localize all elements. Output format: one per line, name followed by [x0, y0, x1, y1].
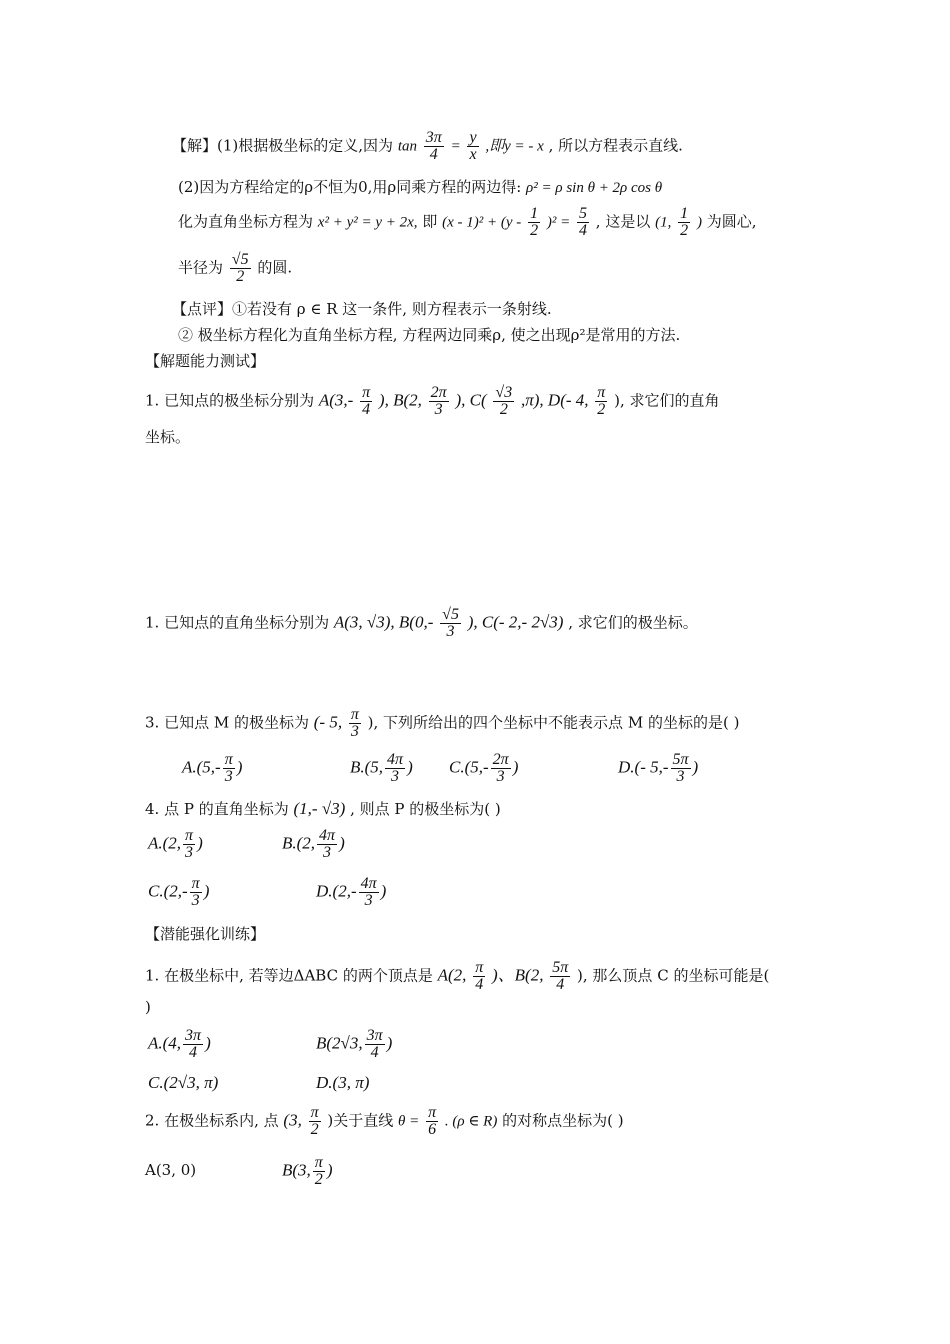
q3-option-c[interactable]: C.(5,- $\frac{2\pi}{3}$ ): [449, 751, 519, 785]
math-expr: )、B(2,: [492, 965, 544, 985]
fraction: $\frac{1}{2}$: [680, 205, 689, 239]
fraction: $\frac{√3}{2}$: [495, 384, 513, 418]
question-3: [145, 707, 739, 740]
math-expr: (- 5,: [313, 712, 343, 732]
q4-option-c[interactable]: C.(2,- $\frac{\pi}{3}$ ): [148, 875, 210, 909]
s2-q2-option-a[interactable]: A(3, 0): [145, 1161, 197, 1179]
solution-text: 半径为: [178, 258, 224, 277]
q3-option-a[interactable]: A.(5,- $\frac{\pi}{3}$ ): [182, 751, 243, 785]
question-text: 1. 在极坐标中, 若等边ΔABC 的两个顶点是: [145, 966, 433, 985]
q3-option-d[interactable]: D.(- 5,- $\frac{5\pi}{3}$ ): [618, 751, 699, 785]
s2-q1-option-c[interactable]: C.(2√3, π): [148, 1073, 219, 1092]
math-expr: A(3, √3), B(0,-: [333, 612, 434, 632]
question-text: 2. 在极坐标系内, 点: [145, 1111, 279, 1130]
fraction: $\frac{5}{4}$: [579, 205, 588, 239]
s2-q1-option-a[interactable]: A.(4, $\frac{3\pi}{4}$ ): [148, 1027, 211, 1061]
question-text: ), 求它们的直角: [614, 391, 720, 410]
solution-text: , 所以方程表示直线.: [548, 136, 683, 155]
math-expr: θ =: [398, 1113, 420, 1130]
section-title-training: 【潜能强化训练】: [145, 925, 266, 943]
math-expr: (1,- √3): [293, 799, 346, 818]
math-expr: (1,: [655, 214, 672, 231]
math-expr: A(3,-: [318, 390, 354, 410]
question-text: 1. 已知点的极坐标分别为: [145, 391, 315, 410]
question-text: 1. 已知点的直角坐标分别为: [145, 613, 330, 632]
math-expr: ,即y = - x: [485, 138, 544, 155]
math-expr: (x - 1)² + (y -: [442, 214, 522, 231]
comment-line-1: 【点评】①若没有 ρ ∈ R 这一条件, 则方程表示一条射线.: [172, 300, 552, 318]
math-eq: =: [450, 138, 461, 155]
question-text: 的对称点坐标为( ): [502, 1111, 624, 1130]
question-4: [145, 800, 501, 817]
question-text: ), 下列所给出的四个坐标中不能表示点 M 的坐标的是( ): [367, 713, 740, 732]
solution-text: (2)因为方程给定的ρ不恒为0,用ρ同乘方程的两边得:: [178, 178, 522, 196]
fraction: $\frac{3\pi}{4}$: [425, 129, 442, 163]
solution-text: 的圆.: [257, 258, 293, 277]
question-1: [145, 385, 719, 418]
math-expr: ρ² = ρ sin θ + 2ρ cos θ: [526, 180, 663, 196]
solution-text: 为圆心,: [706, 212, 757, 231]
math-expr: ,π), D(- 4,: [520, 390, 589, 410]
fraction: $\frac{\pi}{6}$: [428, 1104, 437, 1138]
solution-text: , 这是以: [595, 212, 651, 231]
question-text: )关于直线: [327, 1111, 394, 1130]
fraction: $\frac{\pi}{2}$: [310, 1104, 319, 1138]
solution-text: 【解】(1)根据极坐标的定义,因为: [172, 136, 394, 155]
math-expr: ), B(2,: [378, 390, 422, 410]
question-text: 3. 已知点 M 的极坐标为: [145, 713, 309, 732]
solution-text: 化为直角坐标方程为: [178, 212, 314, 231]
s2-q1-option-d[interactable]: D.(3, π): [316, 1073, 370, 1092]
fraction: $\frac{√5}{2}$: [231, 251, 249, 285]
question-text: , 求它们的极坐标。: [568, 613, 698, 632]
solution-line-4: [178, 252, 292, 285]
s2-question-2: [145, 1105, 624, 1138]
solution-line-2: [178, 180, 662, 196]
fraction: $\frac{1}{2}$: [530, 205, 539, 239]
solution-text: 即: [422, 212, 438, 231]
math-expr: )² =: [546, 214, 571, 231]
question-text: ), 那么顶点 C 的坐标可能是(: [577, 966, 770, 985]
solution-line-1: [172, 130, 683, 163]
fraction: $\frac{2\pi}{3}$: [430, 384, 447, 418]
s2-question-1-continued: ): [145, 998, 151, 1016]
math-expr: (3,: [283, 1110, 302, 1130]
fraction: $\frac{√5}{3}$: [442, 606, 459, 640]
math-expr: . (ρ ∈ R): [444, 1113, 498, 1130]
math-expr: ): [696, 214, 702, 231]
fraction: $\frac{5\pi}{4}$: [552, 959, 569, 993]
q4-option-a[interactable]: A.(2, $\frac{\pi}{3}$ ): [148, 827, 203, 861]
fraction: $\frac{\pi}{2}$: [597, 384, 606, 418]
s2-q2-option-b[interactable]: B(3, $\frac{\pi}{2}$ ): [282, 1154, 333, 1188]
question-text: , 则点 P 的极坐标为( ): [350, 800, 501, 818]
q3-option-b[interactable]: B.(5, $\frac{4\pi}{3}$ ): [350, 751, 413, 785]
fraction: $\frac{\pi}{4}$: [475, 959, 484, 993]
math-expr: ), C(: [455, 390, 487, 410]
math-expr: x² + y² = y + 2x,: [317, 214, 418, 231]
s2-question-1: [145, 960, 769, 993]
s2-q1-option-b[interactable]: B(2√3, $\frac{3\pi}{4}$ ): [316, 1027, 393, 1061]
fraction: $\frac{\pi}{3}$: [350, 706, 359, 740]
solution-line-3: [178, 206, 757, 239]
math-tan: tan: [397, 138, 417, 155]
fraction: $\frac{y}{x}$: [469, 129, 477, 163]
question-text: 4. 点 P 的直角坐标为: [145, 800, 289, 818]
q4-option-d[interactable]: D.(2,- $\frac{4\pi}{3}$ ): [316, 875, 387, 909]
math-expr: A(2,: [437, 965, 467, 985]
question-2: [145, 607, 698, 640]
comment-line-2: ② 极坐标方程化为直角坐标方程, 方程两边同乘ρ, 使之出现ρ²是常用的方法.: [178, 326, 681, 344]
q4-option-b[interactable]: B.(2, $\frac{4\pi}{3}$ ): [282, 827, 345, 861]
question-1-continued: 坐标。: [145, 428, 191, 446]
section-title-ability-test: 【解题能力测试】: [145, 352, 266, 370]
fraction: $\frac{\pi}{4}$: [362, 384, 371, 418]
math-expr: ), C(- 2,- 2√3): [467, 612, 564, 632]
